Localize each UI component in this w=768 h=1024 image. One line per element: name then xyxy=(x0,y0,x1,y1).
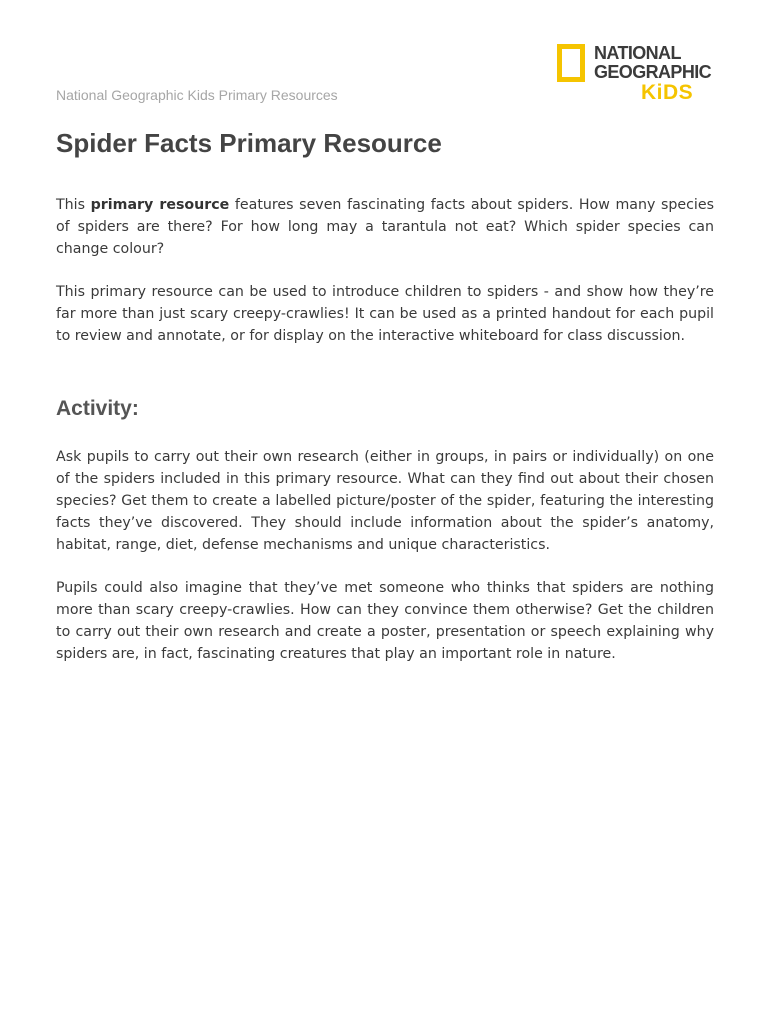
intro-bold-term: primary resource xyxy=(90,197,230,213)
yellow-frame-icon xyxy=(557,44,585,82)
series-label: National Geographic Kids Primary Resources xyxy=(56,87,338,103)
intro-prefix: This xyxy=(56,197,91,213)
logo-line-2: GEOGRAPHIC xyxy=(594,62,712,82)
intro-rest: features seven fascinating facts about spiders. How many species of spiders are there? For how long may a tarantula not eat? Which spider species can change colour? xyxy=(56,197,714,257)
logo-wordmark xyxy=(594,44,711,82)
activity-paragraph-2: Pupils could also imagine that they’ve met someone who thinks that spiders are nothing more than scary creepy-crawlies. How can they convince them otherwise? Get the children to carry out their own research and create a poster, presentation or speech explaining why spiders are, in fact, fascinating creatures that play an important role in nature. xyxy=(56,580,714,662)
activity-paragraph-1: Ask pupils to carry out their own research (either in groups, in pairs or individually) on one of the spiders included in this primary resource. What can they find out about their chosen species? Get them to create a labelled picture/poster of the spider, featuring the interesting facts they’ve discovered. They should include information about the spider’s anatomy, habitat, range, diet, defense mechanisms and unique characteristics. xyxy=(56,449,714,553)
intro-paragraph-2: This primary resource can be used to introduce children to spiders - and show how they’re far more than just scary creepy-crawlies! It can be used as a printed handout for each pupil to review and annotate, or for display on the interactive whiteboard for class discussion. xyxy=(56,284,714,344)
page-title: Spider Facts Primary Resource xyxy=(56,128,442,158)
natgeo-kids-logo xyxy=(557,44,717,106)
intro-paragraph-1 xyxy=(56,194,714,260)
activity-heading: Activity: xyxy=(56,397,139,420)
logo-kids: KiDS xyxy=(641,81,694,104)
logo-line-1: NATIONAL xyxy=(594,43,681,63)
